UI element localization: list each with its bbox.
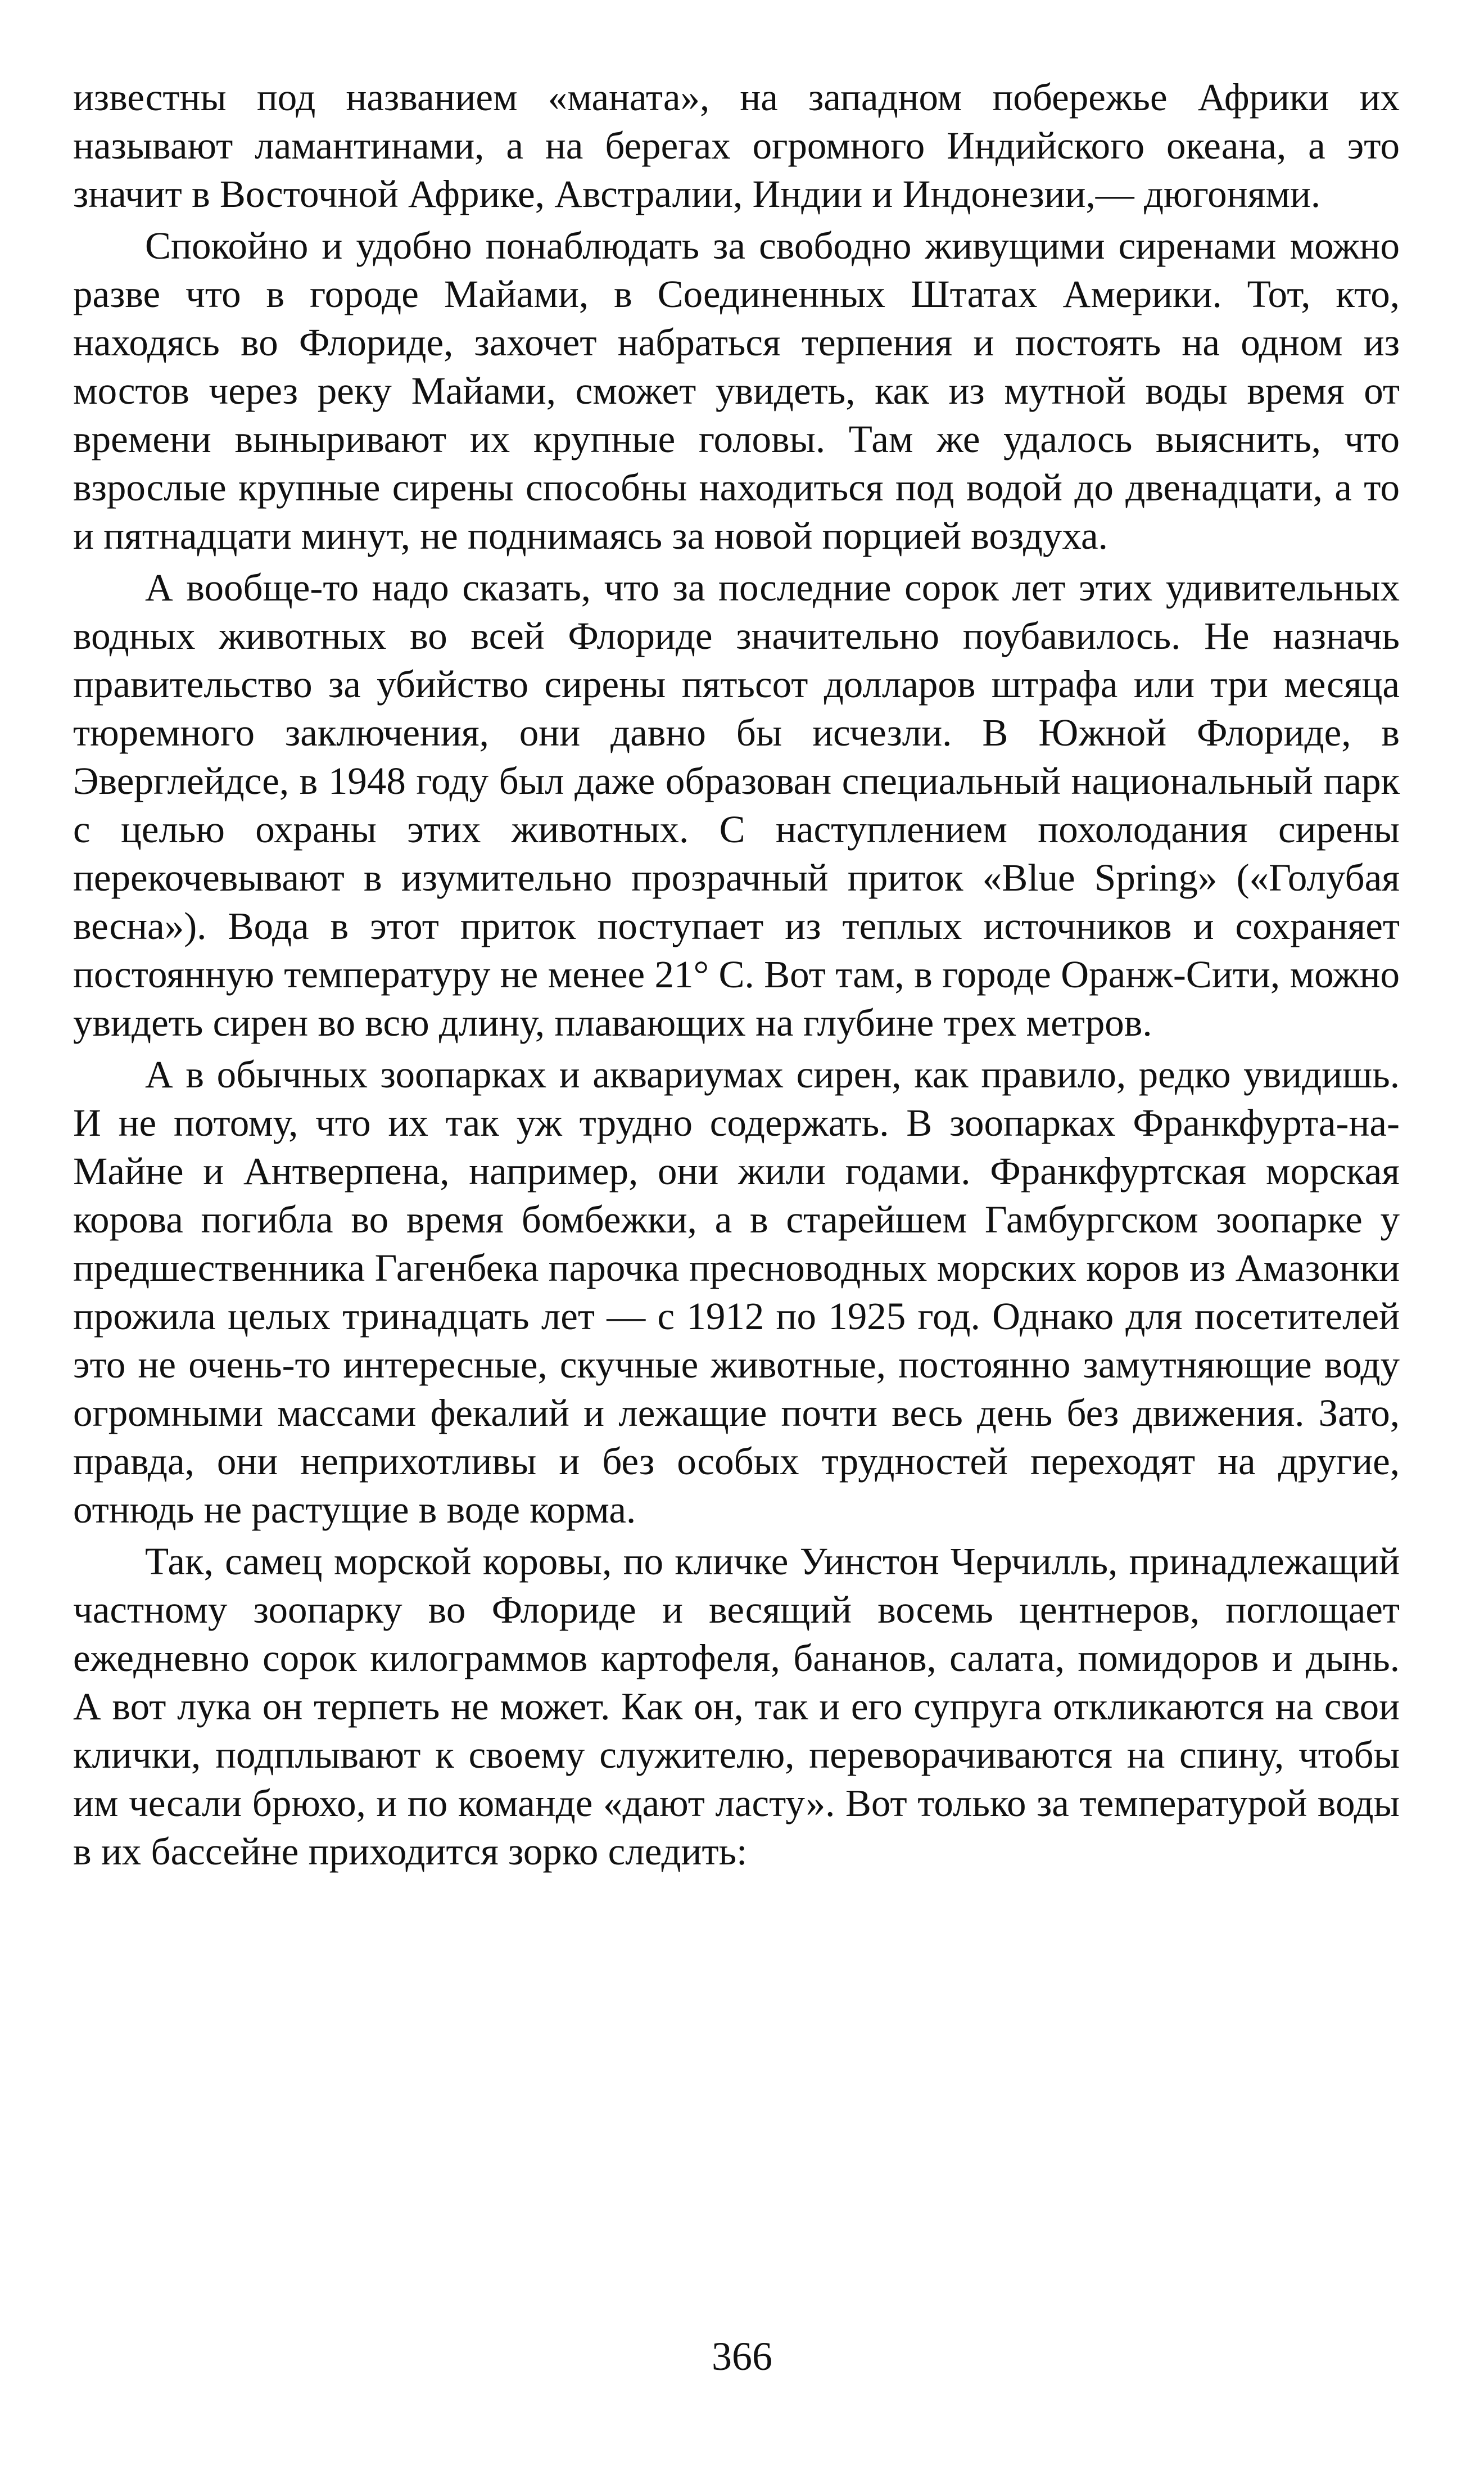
paragraph-2: Спокойно и удобно понаблюдать за свободно живущими сиренами можно разве что в городе Майами, в Соединенных Штатах Америки. Тот, кто, находясь во Флориде, захочет набраться терпения и постоять на одном из мостов через реку Майами, сможет увидеть, как из мутной воды время от времени выныривают их крупные головы. Там же удалось выяснить, что взрослые крупные сирены способны находиться под водой до двенадцати, а то и пятнадцати минут, не поднимаясь за новой порцией воздуха.	[73, 224, 1400, 557]
paragraph-5: Так, самец морской коровы, по кличке Уинстон Черчилль, принадлежащий частному зоопарку во Флориде и весящий восемь центнеров, поглощает ежедневно сорок килограммов картофеля, бананов, салата, помидоров и дынь. А вот лука он терпеть не может. Как он, так и его супруга откликаются на свои клички, подплывают к своему служителю, переворачиваются на спину, чтобы им чесали брюхо, и по команде «дают ласту». Вот только за температурой воды в их бассейне приходится зорко следить:	[73, 1540, 1400, 1873]
paragraph-4: А в обычных зоопарках и аквариумах сирен, как правило, редко увидишь. И не потому, что их так уж трудно содержать. В зоопарках Франкфурта-на-Майне и Антверпена, например, они жили годами. Франкфуртская морская корова погибла во время бомбежки, а в старейшем Гамбургском зоопарке у предшественника Гагенбека парочка пресноводных морских коров из Амазонки прожила целых тринадцать лет — с 1912 по 1925 год. Однако для посетителей это не очень-то интересные, скучные животные, постоянно замутняющие воду огромными массами фекалий и лежащие почти весь день без движения. Зато, правда, они неприхотливы и без особых трудностей переходят на другие, отнюдь не растущие в воде корма.	[73, 1053, 1400, 1531]
page-number: 366	[712, 2334, 772, 2379]
paragraph-1: известны под названием «маната», на западном побережье Африки их называют ламантинами, а на берегах огромного Индийского океана, а это значит в Восточной Африке, Австралии, Индии и Индонезии,— дюгонями.	[73, 76, 1400, 215]
paragraph-3: А вообще-то надо сказать, что за последние сорок лет этих удивительных водных животных во всей Флориде значительно поубавилось. Не назначь правительство за убийство сирены пятьсот долларов штрафа или три месяца тюремного заключения, они давно бы исчезли. В Южной Флориде, в Эверглейдсе, в 1948 году был даже образован специальный национальный парк с целью охраны этих животных. С наступлением похолодания сирены перекочевывают в изумительно прозрачный приток «Blue Spring» («Голубая весна»). Вода в этот приток поступает из теплых источников и сохраняет постоянную температуру не менее 21° С. Вот там, в городе Оранж-Сити, можно увидеть сирен во всю длину, плавающих на глубине трех метров.	[73, 566, 1400, 1044]
page-body	[73, 73, 1400, 1876]
